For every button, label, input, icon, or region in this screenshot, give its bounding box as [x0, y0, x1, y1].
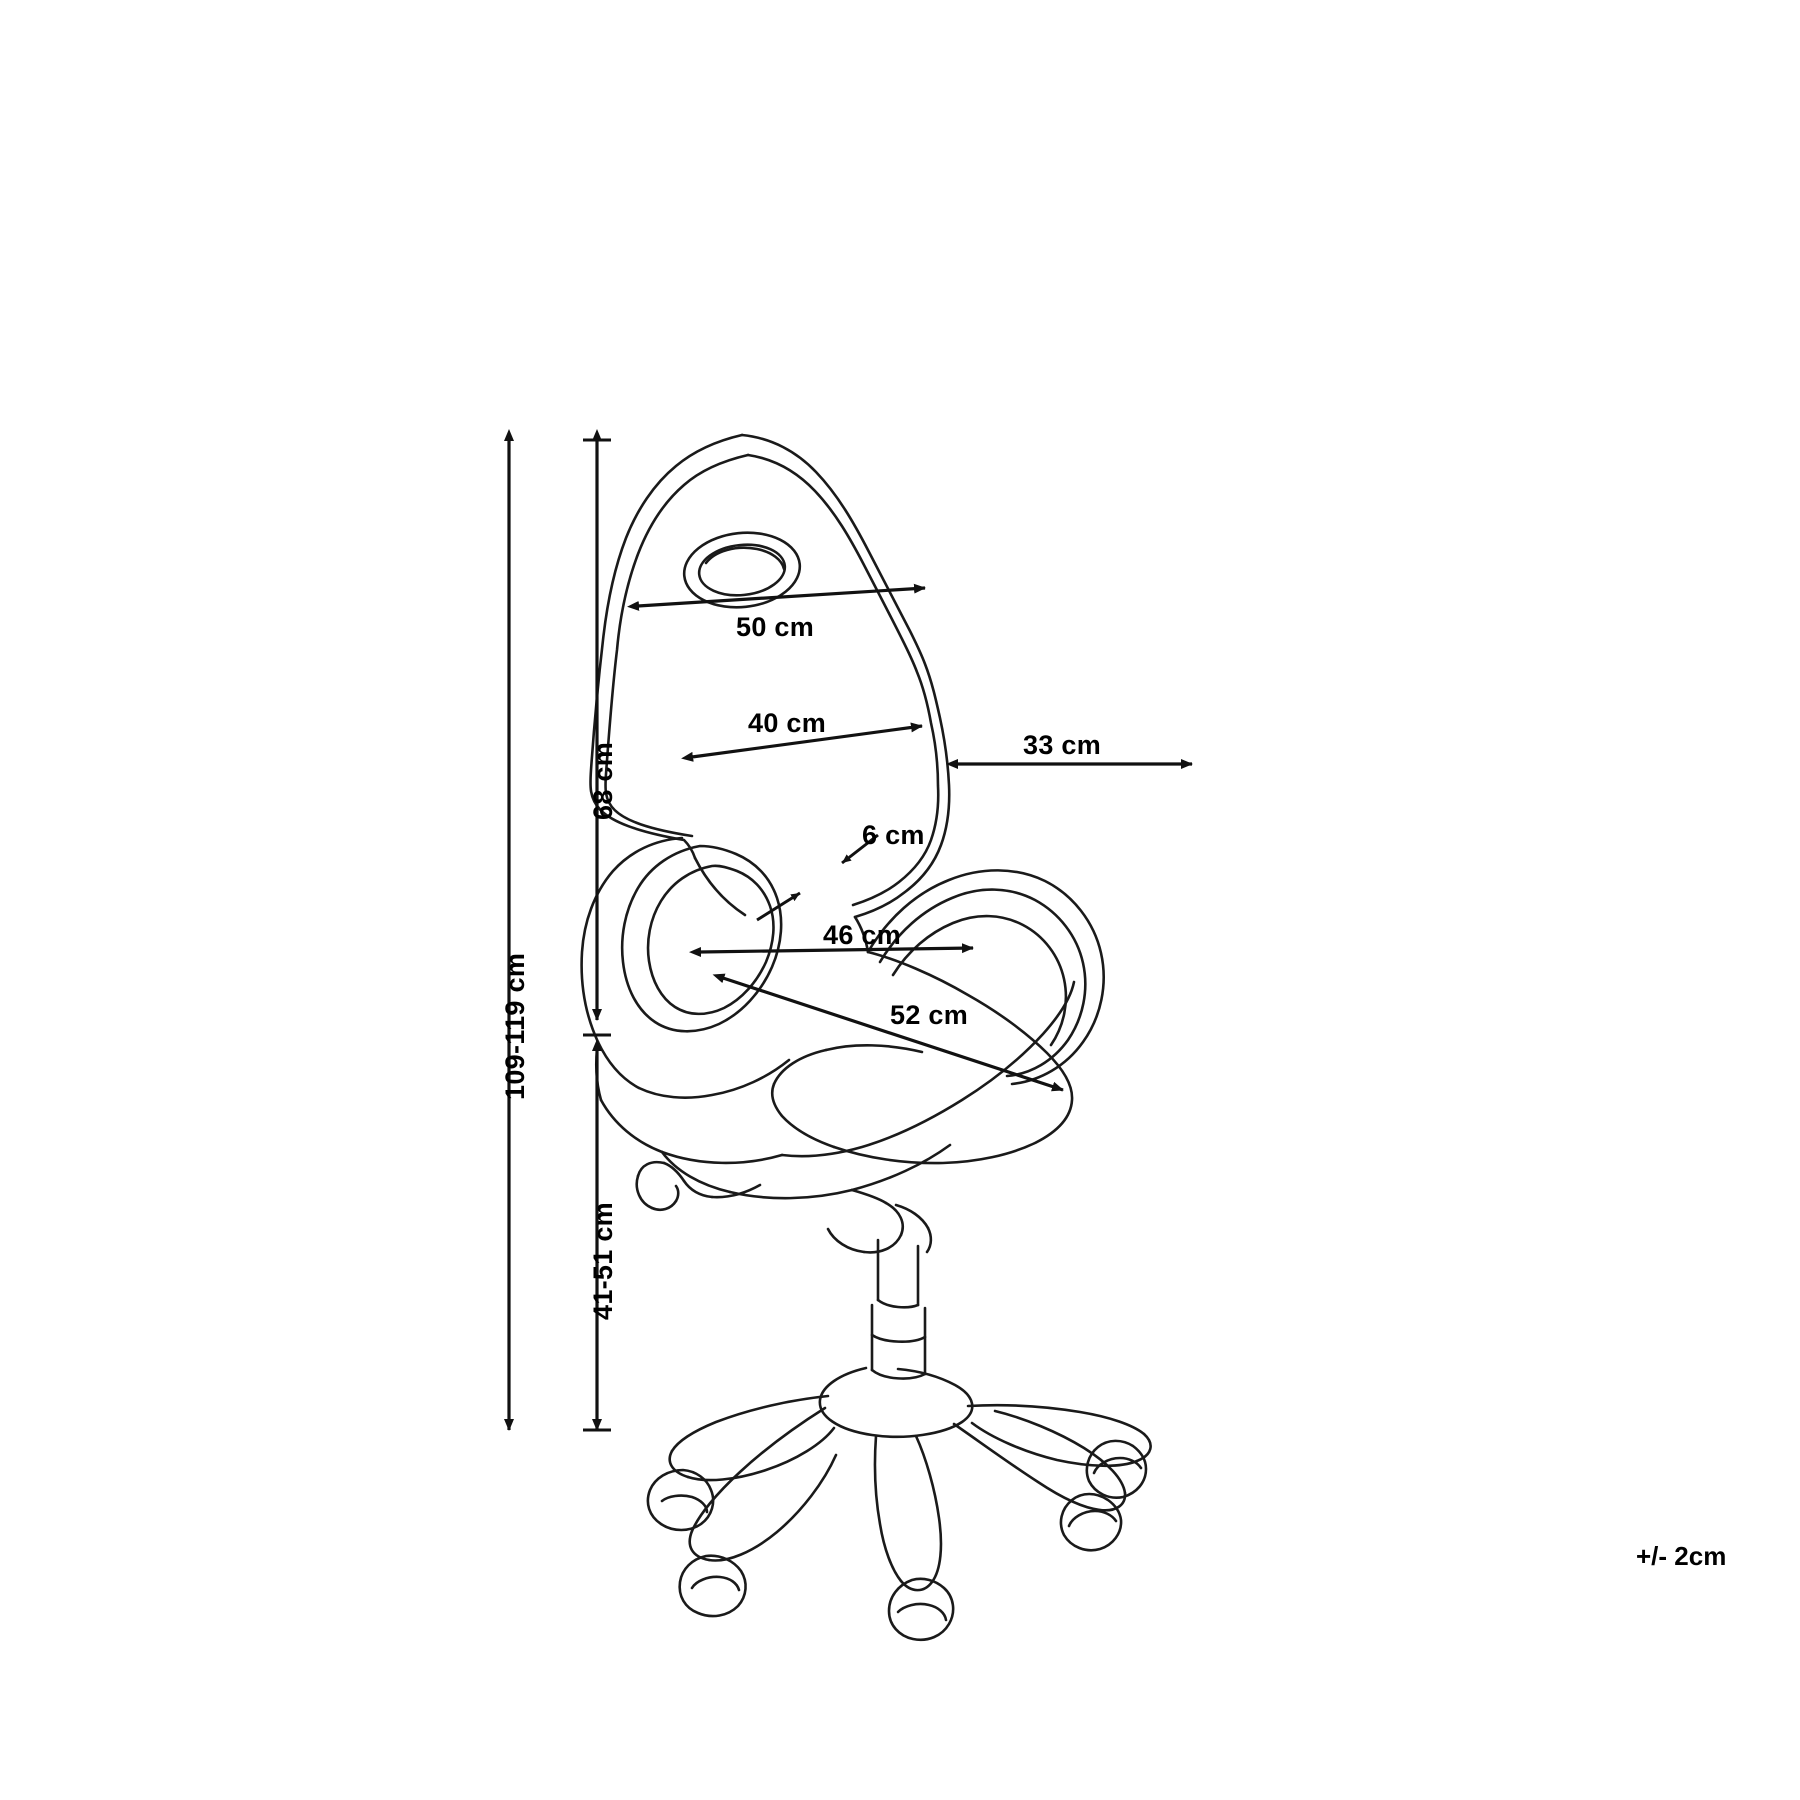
dimension-line-armrest-width-lower: [757, 893, 800, 920]
dimension-label-seat-depth: 52 cm: [890, 1000, 969, 1030]
dimension-label-total-height: 109-119 cm: [500, 952, 530, 1100]
dimension-label-seat-width: 46 cm: [823, 920, 902, 950]
dimension-label-armrest-length: 33 cm: [1023, 730, 1102, 760]
dimension-label-backrest-lower-width: 40 cm: [748, 708, 827, 738]
dimension-label-backrest-height: 68 cm: [588, 741, 618, 820]
dimension-label-backrest-top-width: 50 cm: [736, 612, 815, 642]
tolerance-note: +/- 2cm: [1636, 1541, 1727, 1571]
dimension-line-seat-depth: [723, 978, 1063, 1090]
dimension-label-armrest-width: 6 cm: [862, 820, 925, 850]
chair-outline: [582, 435, 1151, 1640]
dimension-label-seat-height: 41-51 cm: [588, 1202, 618, 1320]
